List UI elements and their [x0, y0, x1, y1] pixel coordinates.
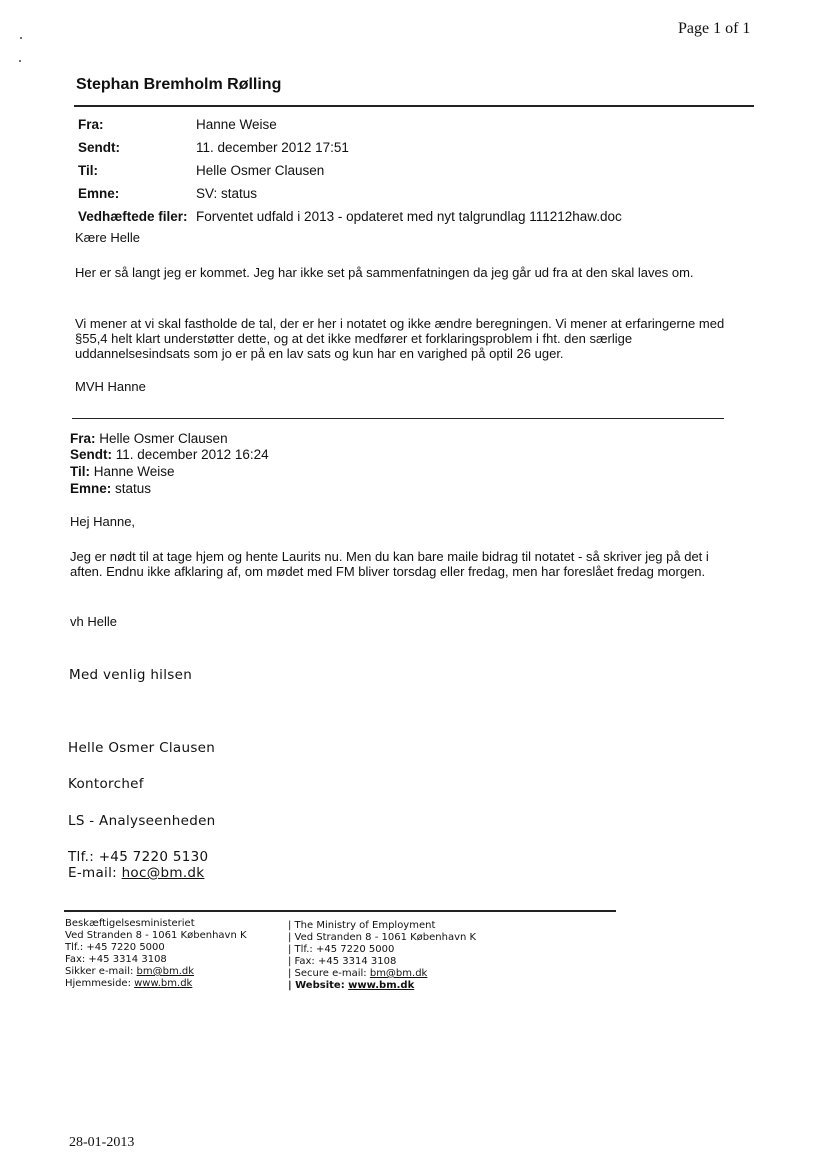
subject-value: SV: status: [196, 186, 258, 201]
to-label: Til:: [78, 163, 98, 178]
reply-paragraph: Her er så langt jeg er kommet. Jeg har ikke set på sammenfatningen da jeg går ud fra at den skal laves om.: [75, 265, 694, 280]
quoted-from-value: Helle Osmer Clausen: [99, 431, 228, 446]
signature-email-line: [68, 865, 204, 881]
footer-en-secure: [288, 968, 476, 980]
quoted-subject-value: status: [115, 481, 152, 496]
signature-closing: Med venlig hilsen: [69, 667, 193, 683]
footer-da-web-label: Hjemmeside:: [65, 978, 135, 989]
footer-da-secure-label: Sikker e-mail:: [65, 966, 137, 977]
quoted-sent-value: 11. december 2012 16:24: [115, 447, 269, 462]
from-value: Hanne Weise: [196, 117, 277, 132]
footer-en-website-link[interactable]: www.bm.dk: [348, 980, 415, 991]
header-divider: [74, 105, 754, 107]
signature-email-label: E-mail:: [68, 865, 122, 881]
scan-mark: [19, 60, 21, 62]
attachment-file[interactable]: Forventet udfald i 2013 - opdateret med nyt talgrundlag 111212haw.doc: [196, 209, 622, 224]
print-date: 28-01-2013: [69, 1135, 135, 1150]
reply-signoff: MVH Hanne: [75, 379, 146, 394]
mailbox-owner-name: Stephan Bremholm Rølling: [76, 76, 282, 93]
footer-english: [288, 920, 476, 992]
signature-unit: LS - Analyseenheden: [68, 813, 216, 829]
page-label: Page 1 of 1: [678, 20, 751, 37]
footer-en-fax: | Fax: +45 3314 3108: [288, 956, 397, 967]
reply-paragraph: Vi mener at vi skal fastholde de tal, der er her i notatet og ikke ændre beregningen. Vi mener at erfaringerne med §55,4 helt klart understøtter dette, og at det ikke medfører et forklaringsproblem i fht. den særlige uddannelsesindsats som jo er på en lav sats og kun har en varighed på optil 26 uger.: [75, 316, 725, 361]
reply-greeting: Kære Helle: [75, 230, 141, 245]
to-value: Helle Osmer Clausen: [196, 163, 325, 178]
quoted-subject: [70, 481, 151, 496]
sent-value: 11. december 2012 17:51: [196, 140, 349, 155]
quoted-from-label: Fra:: [70, 431, 96, 446]
footer-en-secure-label: | Secure e-mail:: [288, 968, 370, 979]
signature-name: Helle Osmer Clausen: [68, 740, 216, 756]
footer-da-fax: Fax: +45 3314 3108: [65, 954, 167, 965]
quoted-from: [70, 431, 228, 446]
footer-da-org: Beskæftigelsesministeriet: [65, 918, 195, 929]
quoted-divider: [72, 418, 724, 419]
scan-mark: [20, 37, 22, 39]
quoted-to: [70, 464, 175, 479]
quoted-paragraph: Jeg er nødt til at tage hjem og hente Laurits nu. Men du kan bare maile bidrag til notatet - så skriver jeg på det i aften. Endnu ikke afklaring af, om mødet med FM bliver torsdag eller fredag, men har foreslået fredag morgen.: [70, 549, 709, 579]
from-label: Fra:: [78, 117, 104, 132]
signature-title: Kontorchef: [68, 776, 144, 792]
quoted-signoff: vh Helle: [70, 614, 117, 629]
footer-da-secure: [65, 966, 247, 978]
attachments-label: Vedhæftede filer:: [78, 209, 188, 224]
quoted-sent-label: Sendt:: [70, 447, 112, 462]
quoted-sent: [70, 447, 269, 462]
subject-label: Emne:: [78, 186, 120, 201]
footer-en-phone: | Tlf.: +45 7220 5000: [288, 944, 395, 955]
footer-da-address: Ved Stranden 8 - 1061 København K: [65, 930, 247, 941]
footer-da-secure-email-link[interactable]: bm@bm.dk: [136, 966, 195, 977]
quoted-subject-label: Emne:: [70, 481, 112, 496]
footer-en-web: [288, 980, 476, 992]
footer-en-web-label: | Website:: [288, 980, 349, 991]
footer-danish: [65, 918, 247, 990]
quoted-to-label: Til:: [70, 464, 90, 479]
footer-da-web: [65, 978, 247, 990]
footer-en-org: | The Ministry of Employment: [288, 920, 436, 931]
footer-divider: [64, 910, 616, 912]
signature-phone: Tlf.: +45 7220 5130: [68, 849, 209, 865]
footer-da-phone: Tlf.: +45 7220 5000: [65, 942, 165, 953]
footer-da-website-link[interactable]: www.bm.dk: [134, 978, 193, 989]
footer-en-address: | Ved Stranden 8 - 1061 København K: [288, 932, 477, 943]
quoted-to-value: Hanne Weise: [93, 464, 175, 479]
footer-en-secure-email-link[interactable]: bm@bm.dk: [369, 968, 428, 979]
quoted-greeting: Hej Hanne,: [70, 514, 136, 529]
sent-label: Sendt:: [78, 140, 120, 155]
signature-email-link[interactable]: hoc@bm.dk: [121, 865, 205, 881]
